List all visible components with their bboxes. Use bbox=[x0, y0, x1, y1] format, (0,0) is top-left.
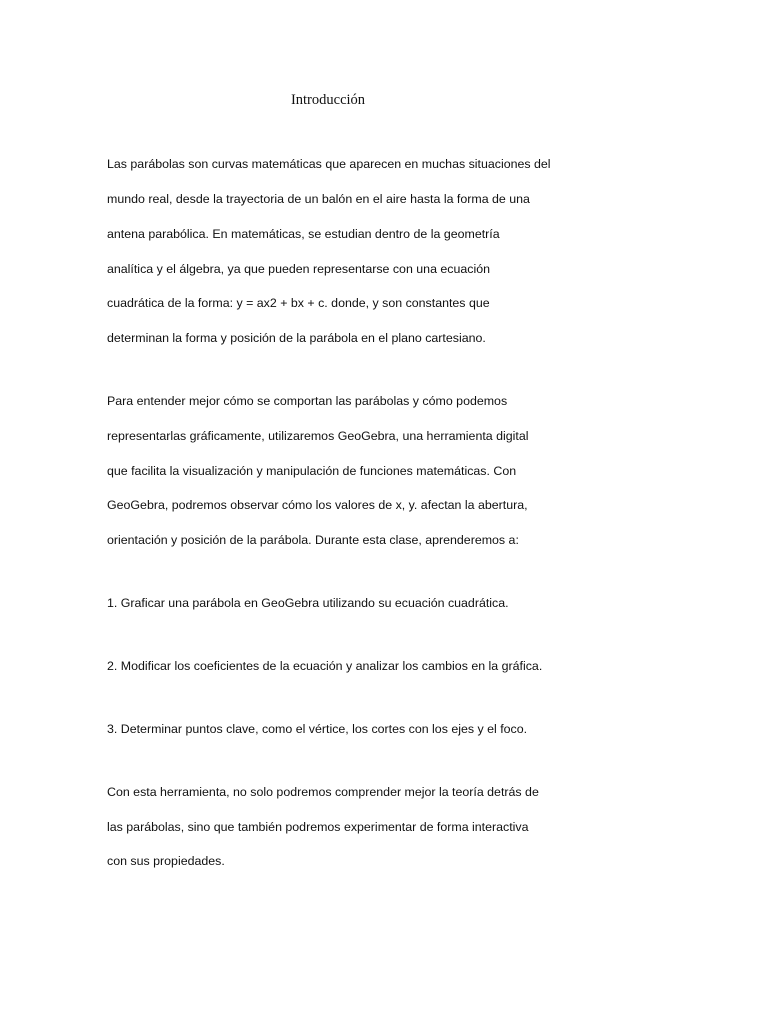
paragraph-2-line: orientación y posición de la parábola. Durante esta clase, aprenderemos a: bbox=[107, 533, 519, 547]
paragraph-1-line: cuadrática de la forma: y = ax2 + bx + c. donde, y son constantes que bbox=[107, 296, 490, 310]
list-item: 3. Determinar puntos clave, como el vértice, los cortes con los ejes y el foco. bbox=[107, 722, 528, 736]
paragraph-2-line: que facilita la visualización y manipulación de funciones matemáticas. Con bbox=[107, 464, 517, 478]
paragraph-1-line: Las parábolas son curvas matemáticas que aparecen en muchas situaciones del bbox=[107, 157, 551, 171]
paragraph-3-line: Con esta herramienta, no solo podremos comprender mejor la teoría detrás de bbox=[107, 785, 539, 799]
list-item: 2. Modificar los coeficientes de la ecuación y analizar los cambios en la gráfica. bbox=[107, 659, 543, 673]
paragraph-1-line: mundo real, desde la trayectoria de un balón en el aire hasta la forma de una bbox=[107, 192, 530, 206]
paragraph-3-line: con sus propiedades. bbox=[107, 854, 225, 868]
paragraph-2-line: representarlas gráficamente, utilizaremos GeoGebra, una herramienta digital bbox=[107, 429, 529, 443]
paragraph-1-line: determinan la forma y posición de la parábola en el plano cartesiano. bbox=[107, 331, 486, 345]
list-item: 1. Graficar una parábola en GeoGebra utilizando su ecuación cuadrática. bbox=[107, 596, 509, 610]
paragraph-2-line: Para entender mejor cómo se comportan las parábolas y cómo podemos bbox=[107, 394, 508, 408]
paragraph-1-line: antena parabólica. En matemáticas, se estudian dentro de la geometría bbox=[107, 227, 500, 241]
paragraph-2-line: GeoGebra, podremos observar cómo los valores de x, y. afectan la abertura, bbox=[107, 498, 528, 512]
paragraph-1-line: analítica y el álgebra, ya que pueden representarse con una ecuación bbox=[107, 262, 490, 276]
page-title: Introducción bbox=[290, 92, 366, 108]
paragraph-3-line: las parábolas, sino que también podremos experimentar de forma interactiva bbox=[107, 820, 529, 834]
